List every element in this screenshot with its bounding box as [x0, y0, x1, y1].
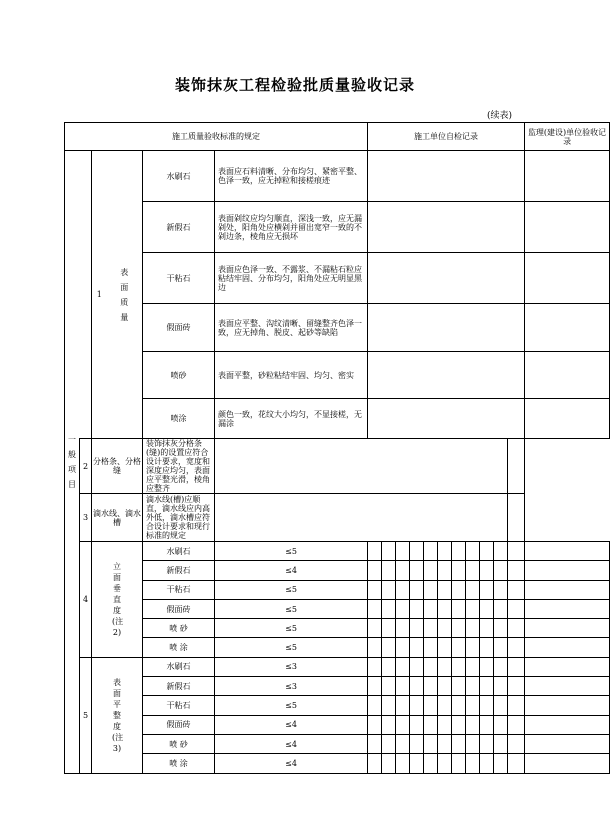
item4-type: 水刷石	[143, 542, 215, 561]
item4-check-cell	[396, 619, 410, 638]
item1-type: 喷砂	[143, 352, 215, 399]
item5-supervision-cell	[525, 715, 610, 734]
item2-supervision-cell	[508, 439, 525, 494]
item5-supervision-cell	[525, 677, 610, 696]
general-items-label	[65, 151, 80, 774]
item5-check-cell	[368, 715, 382, 734]
item4-check-cell	[508, 638, 525, 657]
item5-supervision-cell	[525, 657, 610, 676]
item4-check-cell	[424, 619, 438, 638]
item5-check-cell	[452, 696, 466, 715]
item1-type: 假面砖	[143, 304, 215, 352]
item5-check-cell	[494, 734, 508, 753]
item3-row	[65, 494, 610, 542]
item5-check-cell	[396, 696, 410, 715]
item4-tolerance: ≤5	[215, 619, 368, 638]
item5-check-cell	[410, 715, 424, 734]
item4-check-cell	[494, 561, 508, 580]
item5-tolerance: ≤3	[215, 657, 368, 676]
item4-check-cell	[480, 619, 494, 638]
item5-label-text: 表面平整度(注3)	[112, 677, 124, 753]
item5-check-cell	[508, 657, 525, 676]
item1-label	[107, 151, 143, 439]
item4-check-cell	[424, 542, 438, 561]
header-supervision: 监理(建设)单位验收记录	[525, 123, 610, 151]
item5-check-cell	[438, 734, 452, 753]
item5-check-cell	[508, 696, 525, 715]
item5-check-cell	[480, 696, 494, 715]
item5-no: 5	[80, 657, 92, 773]
item5-check-cell	[382, 734, 396, 753]
item5-check-cell	[382, 696, 396, 715]
item4-check-cell	[382, 561, 396, 580]
item5-supervision-cell	[525, 754, 610, 773]
item4-check-cell	[410, 542, 424, 561]
item1-type: 干粘石	[143, 253, 215, 304]
item4-check-cell	[382, 638, 396, 657]
item4-check-cell	[480, 542, 494, 561]
item4-tolerance: ≤4	[215, 561, 368, 580]
item5-check-cell	[466, 734, 480, 753]
item4-tolerance: ≤5	[215, 542, 368, 561]
item4-check-cell	[382, 580, 396, 599]
item1-self-check-cell	[368, 202, 525, 253]
item4-check-cell	[438, 580, 452, 599]
item4-row	[65, 638, 610, 657]
item4-check-cell	[466, 561, 480, 580]
item1-requirement: 表面剁纹应均匀顺直，深浅一致，应无漏剁处，阳角处应横剁并留出宽窄一致的不剁边条，棱角应无损坏	[215, 202, 368, 253]
item4-type: 喷 涂	[143, 638, 215, 657]
item4-check-cell	[368, 638, 382, 657]
item3-supervision-cell	[508, 494, 525, 542]
item4-row	[65, 619, 610, 638]
item4-check-cell	[494, 580, 508, 599]
item4-row	[65, 542, 610, 561]
item5-check-cell	[438, 677, 452, 696]
item1-self-check-cell	[368, 399, 525, 439]
item5-check-cell	[452, 657, 466, 676]
item4-supervision-cell	[525, 580, 610, 599]
item1-row	[65, 304, 610, 352]
item4-check-cell	[382, 619, 396, 638]
item4-check-cell	[396, 561, 410, 580]
item5-check-cell	[368, 734, 382, 753]
general-items-label-text: 一般项目	[68, 434, 76, 489]
item5-tolerance: ≤4	[215, 715, 368, 734]
item5-check-cell	[480, 754, 494, 773]
item4-check-cell	[494, 599, 508, 618]
item4-tolerance: ≤5	[215, 599, 368, 618]
item3-no: 3	[80, 494, 92, 542]
item5-check-cell	[410, 734, 424, 753]
item4-check-cell	[396, 542, 410, 561]
item5-check-cell	[452, 677, 466, 696]
item4-type: 新假石	[143, 561, 215, 580]
item5-tolerance: ≤4	[215, 754, 368, 773]
item5-check-cell	[438, 715, 452, 734]
item4-no: 4	[80, 542, 92, 658]
item4-supervision-cell	[525, 619, 610, 638]
item3-self-check-cell	[215, 494, 508, 542]
item5-label	[92, 657, 143, 773]
item1-row	[65, 399, 610, 439]
continued-label: (续表)	[486, 111, 512, 121]
item4-check-cell	[452, 580, 466, 599]
item4-check-cell	[410, 599, 424, 618]
item5-supervision-cell	[525, 696, 610, 715]
item5-check-cell	[368, 677, 382, 696]
item1-supervision-cell	[525, 304, 610, 352]
item1-requirement: 表面应色泽一致、不露浆、不漏粘石粒应粘结牢固、分布均匀，阳角处应无明显黑边	[215, 253, 368, 304]
item1-row	[65, 253, 610, 304]
item4-check-cell	[368, 599, 382, 618]
item4-check-cell	[508, 580, 525, 599]
item5-check-cell	[382, 657, 396, 676]
item4-check-cell	[452, 542, 466, 561]
item1-supervision-cell	[525, 202, 610, 253]
item5-row	[65, 657, 610, 676]
item1-self-check-cell	[368, 151, 525, 202]
page-title: 装饰抹灰工程检验批质量验收记录	[174, 76, 415, 94]
header-row	[65, 123, 610, 151]
item5-check-cell	[466, 715, 480, 734]
item5-type: 假面砖	[143, 715, 215, 734]
item4-check-cell	[438, 638, 452, 657]
item1-label-text: 表面质量	[120, 267, 129, 322]
item4-check-cell	[438, 599, 452, 618]
item1-requirement: 表面应平整、沟纹清晰、留缝整齐色泽一致，应无掉角、脱皮、起砂等缺陷	[215, 304, 368, 352]
item5-tolerance: ≤3	[215, 677, 368, 696]
item5-type: 喷 涂	[143, 754, 215, 773]
item4-check-cell	[466, 619, 480, 638]
item5-check-cell	[508, 677, 525, 696]
item4-check-cell	[424, 561, 438, 580]
item4-check-cell	[396, 638, 410, 657]
item4-check-cell	[368, 580, 382, 599]
item1-type: 喷涂	[143, 399, 215, 439]
item4-check-cell	[438, 542, 452, 561]
item5-check-cell	[494, 677, 508, 696]
item5-check-cell	[452, 754, 466, 773]
item4-check-cell	[438, 561, 452, 580]
item4-label	[92, 542, 143, 658]
item4-tolerance: ≤5	[215, 580, 368, 599]
item5-check-cell	[508, 734, 525, 753]
item1-supervision-cell	[525, 151, 610, 202]
item5-check-cell	[424, 754, 438, 773]
item4-type: 假面砖	[143, 599, 215, 618]
item2-no: 2	[80, 439, 92, 494]
item5-row	[65, 715, 610, 734]
item4-check-cell	[410, 619, 424, 638]
item5-check-cell	[396, 715, 410, 734]
item4-check-cell	[494, 619, 508, 638]
item5-check-cell	[466, 696, 480, 715]
item4-supervision-cell	[525, 638, 610, 657]
item1-self-check-cell	[368, 253, 525, 304]
inspection-table	[64, 122, 610, 774]
item4-row	[65, 561, 610, 580]
item4-check-cell	[480, 561, 494, 580]
item5-row	[65, 734, 610, 753]
item5-check-cell	[396, 677, 410, 696]
item5-check-cell	[396, 734, 410, 753]
item2-requirement: 装饰抹灰分格条(缝)的设置应符合设计要求，宽度和深度应均匀，表面应平整光滑，棱角应整齐	[143, 439, 215, 494]
item5-check-cell	[424, 677, 438, 696]
item5-check-cell	[410, 754, 424, 773]
item4-check-cell	[480, 638, 494, 657]
item5-check-cell	[438, 754, 452, 773]
item2-name: 分格条、分格缝	[92, 439, 143, 494]
item1-row	[65, 352, 610, 399]
item4-check-cell	[424, 599, 438, 618]
item4-check-cell	[382, 542, 396, 561]
item5-check-cell	[396, 657, 410, 676]
item5-check-cell	[424, 715, 438, 734]
item5-check-cell	[466, 677, 480, 696]
item1-requirement: 颜色一致，花纹大小均匀，不显接槎，无漏涂	[215, 399, 368, 439]
item5-check-cell	[480, 734, 494, 753]
item5-check-cell	[424, 734, 438, 753]
item5-check-cell	[368, 754, 382, 773]
item4-tolerance: ≤5	[215, 638, 368, 657]
item4-check-cell	[494, 638, 508, 657]
item4-check-cell	[480, 580, 494, 599]
item4-supervision-cell	[525, 561, 610, 580]
item5-check-cell	[396, 754, 410, 773]
item4-check-cell	[508, 561, 525, 580]
item1-row	[65, 202, 610, 253]
item1-requirement: 表面平整，砂粒粘结牢固、均匀、密实	[215, 352, 368, 399]
item1-blank	[80, 151, 92, 439]
item4-check-cell	[466, 580, 480, 599]
item1-no: 1	[92, 151, 107, 439]
item5-check-cell	[382, 677, 396, 696]
item4-check-cell	[452, 599, 466, 618]
item1-type: 水刷石	[143, 151, 215, 202]
item4-type: 干粘石	[143, 580, 215, 599]
item5-check-cell	[368, 696, 382, 715]
item4-row	[65, 599, 610, 618]
item4-check-cell	[452, 561, 466, 580]
item5-check-cell	[438, 657, 452, 676]
item5-check-cell	[494, 715, 508, 734]
item4-check-cell	[410, 580, 424, 599]
item4-check-cell	[410, 638, 424, 657]
item4-check-cell	[396, 599, 410, 618]
item5-check-cell	[410, 696, 424, 715]
item4-check-cell	[466, 638, 480, 657]
item5-check-cell	[508, 754, 525, 773]
item1-row	[65, 151, 610, 202]
item4-check-cell	[438, 619, 452, 638]
item5-check-cell	[410, 657, 424, 676]
item4-check-cell	[424, 638, 438, 657]
item5-type: 喷 砂	[143, 734, 215, 753]
item5-check-cell	[494, 696, 508, 715]
item5-check-cell	[480, 657, 494, 676]
item4-check-cell	[382, 599, 396, 618]
item5-supervision-cell	[525, 734, 610, 753]
item5-check-cell	[480, 715, 494, 734]
item1-supervision-cell	[525, 399, 610, 439]
item5-check-cell	[480, 677, 494, 696]
item5-check-cell	[424, 696, 438, 715]
item5-type: 水刷石	[143, 657, 215, 676]
item1-type: 新假石	[143, 202, 215, 253]
item5-row	[65, 677, 610, 696]
item4-check-cell	[410, 561, 424, 580]
item5-check-cell	[368, 657, 382, 676]
item5-check-cell	[410, 677, 424, 696]
item5-row	[65, 696, 610, 715]
item4-supervision-cell	[525, 599, 610, 618]
item4-check-cell	[396, 580, 410, 599]
item1-supervision-cell	[525, 253, 610, 304]
item5-check-cell	[452, 734, 466, 753]
item5-check-cell	[452, 715, 466, 734]
item5-row	[65, 754, 610, 773]
item4-check-cell	[480, 599, 494, 618]
item5-check-cell	[494, 657, 508, 676]
item4-label-text: 立面垂直度(注2)	[112, 561, 124, 637]
item4-check-cell	[452, 619, 466, 638]
item1-self-check-cell	[368, 352, 525, 399]
item4-check-cell	[466, 542, 480, 561]
item4-check-cell	[368, 542, 382, 561]
item1-requirement: 表面应石料清晰、分布均匀、紧密平整、色泽一致，应无掉粒和接槎痕迹	[215, 151, 368, 202]
item4-row	[65, 580, 610, 599]
item4-check-cell	[508, 619, 525, 638]
item5-tolerance: ≤4	[215, 734, 368, 753]
item4-check-cell	[368, 561, 382, 580]
item4-check-cell	[424, 580, 438, 599]
item5-check-cell	[382, 754, 396, 773]
item5-check-cell	[438, 696, 452, 715]
item4-check-cell	[508, 542, 525, 561]
item5-check-cell	[424, 657, 438, 676]
header-standard: 施工质量验收标准的规定	[65, 123, 368, 151]
item5-check-cell	[466, 657, 480, 676]
item4-check-cell	[452, 638, 466, 657]
item5-check-cell	[494, 754, 508, 773]
item2-row	[65, 439, 610, 494]
header-self-check: 施工单位自检记录	[368, 123, 525, 151]
item5-tolerance: ≤5	[215, 696, 368, 715]
item4-check-cell	[368, 619, 382, 638]
item3-name: 滴水线、滴水槽	[92, 494, 143, 542]
item5-check-cell	[466, 754, 480, 773]
item3-requirement: 滴水线(槽)应顺直，滴水线应内高外低，滴水槽应符合设计要求和现行标准的规定	[143, 494, 215, 542]
item4-check-cell	[466, 599, 480, 618]
item4-check-cell	[508, 599, 525, 618]
item4-supervision-cell	[525, 542, 610, 561]
item5-check-cell	[508, 715, 525, 734]
item5-type: 新假石	[143, 677, 215, 696]
item1-supervision-cell	[525, 352, 610, 399]
item1-self-check-cell	[368, 304, 525, 352]
item4-check-cell	[494, 542, 508, 561]
item2-self-check-cell	[215, 439, 508, 494]
item5-check-cell	[382, 715, 396, 734]
item4-type: 喷 砂	[143, 619, 215, 638]
item5-type: 干粘石	[143, 696, 215, 715]
